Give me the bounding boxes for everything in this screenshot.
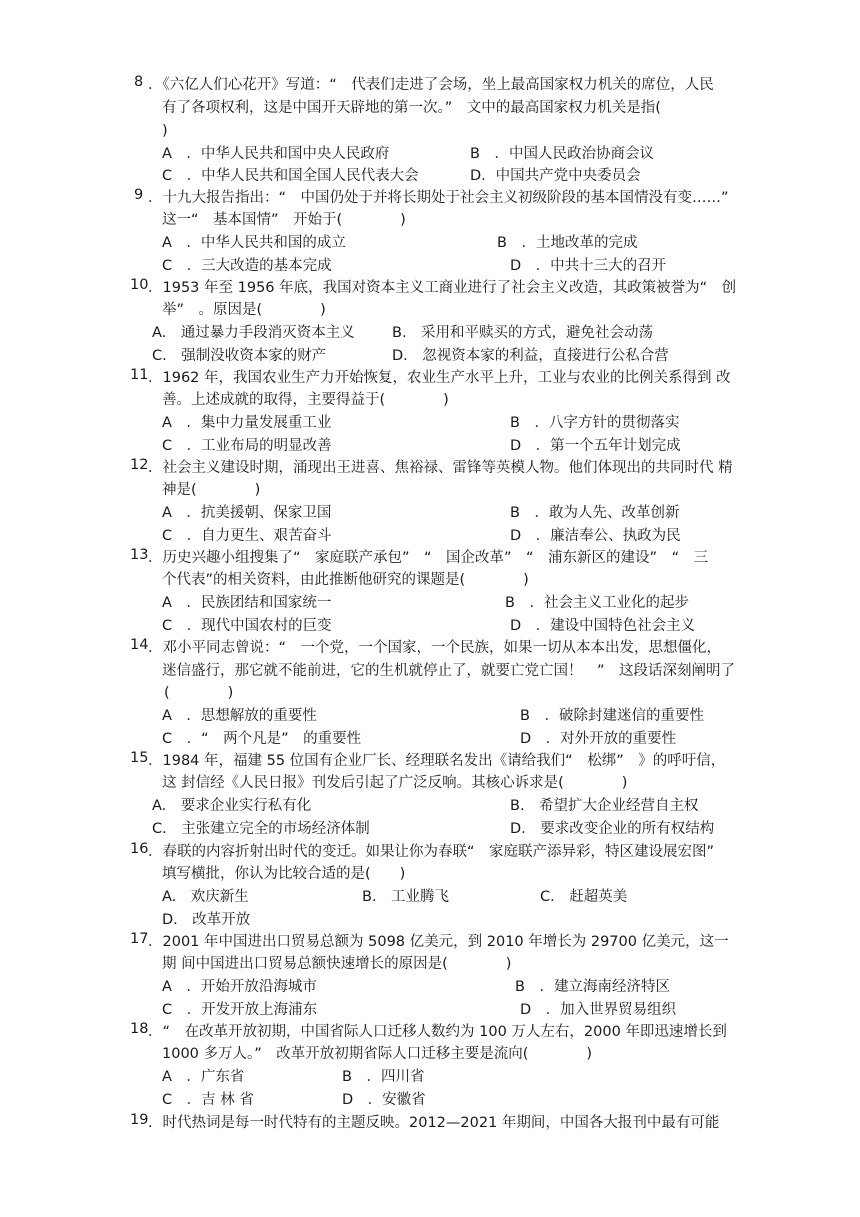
option-c: C ．现代中国农村的巨变 xyxy=(162,618,332,634)
option-a: A. 要求企业实行私有化 xyxy=(152,798,312,814)
option-a: A ．中华人民共和国的成立 xyxy=(162,235,346,251)
option-a: A ．广东省 xyxy=(162,1069,245,1085)
option-b: B ．四川省 xyxy=(342,1069,425,1085)
option-d: D ．廉洁奉公、执政为民 xyxy=(510,528,681,544)
question-text: ．2001 年中国进出口贸易总额为 5098 亿美元，到 2010 年增长为 29700 亿美元，这一 xyxy=(148,934,729,950)
option-c: C ．开发开放上海浦东 xyxy=(162,1002,318,1018)
question-text: 个代表”的相关资料，由此推断他研究的课题是( ) xyxy=(162,572,529,588)
option-d: D ．中共十三大的召开 xyxy=(510,258,667,274)
question-text: 神是( ) xyxy=(162,482,261,498)
question-text: 有了各项权利，这是中国开天辟地的第一次。” 文中的最高国家权力机关是指( xyxy=(162,100,661,116)
question-text: ．社会主义建设时期，涌现出王进喜、焦裕禄、雷锋等英模人物。他们体现出的共同时代 精 xyxy=(148,460,733,476)
question-number: 16 xyxy=(130,841,149,857)
option-c: C ．中华人民共和国全国人民代表大会 xyxy=(162,168,419,184)
question-number: 17 xyxy=(130,931,149,947)
option-d: D. 改革开放 xyxy=(162,912,251,928)
option-d: D．中国共产党中央委员会 xyxy=(470,168,641,184)
option-d: D ．加入世界贸易组织 xyxy=(520,1002,677,1018)
option-b: B ．破除封建迷信的重要性 xyxy=(520,708,704,724)
option-a: A. 欢庆新生 xyxy=(162,889,249,905)
option-c: C. 赶超英美 xyxy=(540,889,628,905)
question-text: 这 封信经《人民日报》刊发后引起了广泛反响。其核心诉求是( ) xyxy=(162,775,628,791)
question-text: ．1962 年，我国农业生产力开始恢复，农业生产水平上升，工业与农业的比例关系得到 改 xyxy=(148,370,731,386)
question-text: 填写横批，你认为比较合适的是( ) xyxy=(162,866,406,882)
question-text: ．“ 在改革开放初期，中国省际人口迁移人数约为 100 万人左右，2000 年即迅速增长到 xyxy=(148,1024,727,1040)
question-text: ( ) xyxy=(164,685,234,701)
question-text: ) xyxy=(162,123,168,139)
option-c: C ．工业布局的明显改善 xyxy=(162,438,332,454)
question-number: 15 xyxy=(130,750,149,766)
question-number: 9 xyxy=(134,187,144,203)
question-number: 19 xyxy=(130,1112,149,1128)
option-c: C ．三大改造的基本完成 xyxy=(162,258,332,274)
option-b: B. 工业腾飞 xyxy=(362,889,450,905)
question-text: ．时代热词是每一时代特有的主题反映。2012—2021 年期间，中国各大报刊中最有可能 xyxy=(148,1115,720,1131)
question-text: ．历史兴趣小组搜集了“ 家庭联产承包” “ 国企改革” “ 浦东新区的建设” “ 三 xyxy=(148,550,709,566)
question-text: ．《六亿人们心花开》写道：“ 代表们走进了会场，坐上最高国家权力机关的席位，人民 xyxy=(148,77,714,93)
option-c: C ．自力更生、艰苦奋斗 xyxy=(162,528,332,544)
option-b: B ．敢为人先、改革创新 xyxy=(510,505,680,521)
question-text: 期 间中国进出口贸易总额快速增长的原因是( ) xyxy=(162,956,512,972)
question-text: ．1953 年至 1956 年底，我国对资本主义工商业进行了社会主义改造，其政策被誉为“ 创 xyxy=(148,280,737,296)
option-a: A. 通过暴力手段消灭资本主义 xyxy=(152,325,355,341)
option-d: D. 忽视资本家的利益，直接进行公私合营 xyxy=(392,348,669,364)
question-number: 18 xyxy=(130,1021,149,1037)
option-c: C. 主张建立完全的市场经济体制 xyxy=(152,821,370,837)
option-b: B. 采用和平赎买的方式，避免社会动荡 xyxy=(392,325,654,341)
question-text: 善。上述成就的取得，主要得益于( ) xyxy=(162,392,449,408)
option-d: D ．第一个五年计划完成 xyxy=(510,438,681,454)
option-c: C ．“ 两个凡是” 的重要性 xyxy=(162,731,362,747)
option-b: B ．八字方针的贯彻落实 xyxy=(510,415,680,431)
option-a: A ．思想解放的重要性 xyxy=(162,708,317,724)
option-a: A ．集中力量发展重工业 xyxy=(162,415,332,431)
option-d: D. 要求改变企业的所有权结构 xyxy=(510,821,715,837)
option-b: B. 希望扩大企业经营自主权 xyxy=(510,798,699,814)
question-text: ．十九大报告指出：“ 中国仍处于并将长期处于社会主义初级阶段的基本国情没有变……” xyxy=(148,190,729,206)
question-text: 1000 多万人。” 改革开放初期省际人口迁移主要是流向( ) xyxy=(162,1046,593,1062)
option-c: C ．吉 林 省 xyxy=(162,1092,254,1108)
option-a: A ．民族团结和国家统一 xyxy=(162,595,332,611)
question-number: 13 xyxy=(130,547,149,563)
option-b: B ．建立海南经济特区 xyxy=(515,979,670,995)
question-text: 这一“ 基本国情” 开始于( ) xyxy=(162,212,406,228)
question-text: ．1984 年，福建 55 位国有企业厂长、经理联名发出《请给我们“ 松绑” 》的呼吁信， xyxy=(148,753,726,769)
question-text: 举” 。原因是( ) xyxy=(162,302,326,318)
question-text: ．春联的内容折射出时代的变迁。如果让你为春联“ 家庭联产添异彩，特区建设展宏图” xyxy=(148,844,715,860)
option-b: B ．土地改革的完成 xyxy=(497,235,638,251)
option-b: B ．中国人民政治协商会议 xyxy=(470,146,654,162)
option-b: B ．社会主义工业化的起步 xyxy=(505,595,689,611)
question-number: 11 xyxy=(130,367,149,383)
option-c: C. 强制没收资本家的财产 xyxy=(152,348,327,364)
question-number: 10 xyxy=(130,277,149,293)
option-a: A ．开始开放沿海城市 xyxy=(162,979,317,995)
option-d: D ．建设中国特色社会主义 xyxy=(510,618,696,634)
question-text: 迷信盛行，那它就不能前进，它的生机就停止了，就要亡党亡国！ ” 这段话深刻阐明了 xyxy=(162,663,736,679)
question-number: 8 xyxy=(134,74,144,90)
option-a: A ．中华人民共和国中央人民政府 xyxy=(162,146,390,162)
question-number: 14 xyxy=(130,637,149,653)
option-d: D ．安徽省 xyxy=(342,1092,426,1108)
question-text: ．邓小平同志曾说：“ 一个党，一个国家，一个民族，如果一切从本本出发，思想僵化， xyxy=(148,640,722,656)
question-number: 12 xyxy=(130,457,149,473)
option-d: D ．对外开放的重要性 xyxy=(520,731,677,747)
option-a: A ．抗美援朝、保家卫国 xyxy=(162,505,332,521)
